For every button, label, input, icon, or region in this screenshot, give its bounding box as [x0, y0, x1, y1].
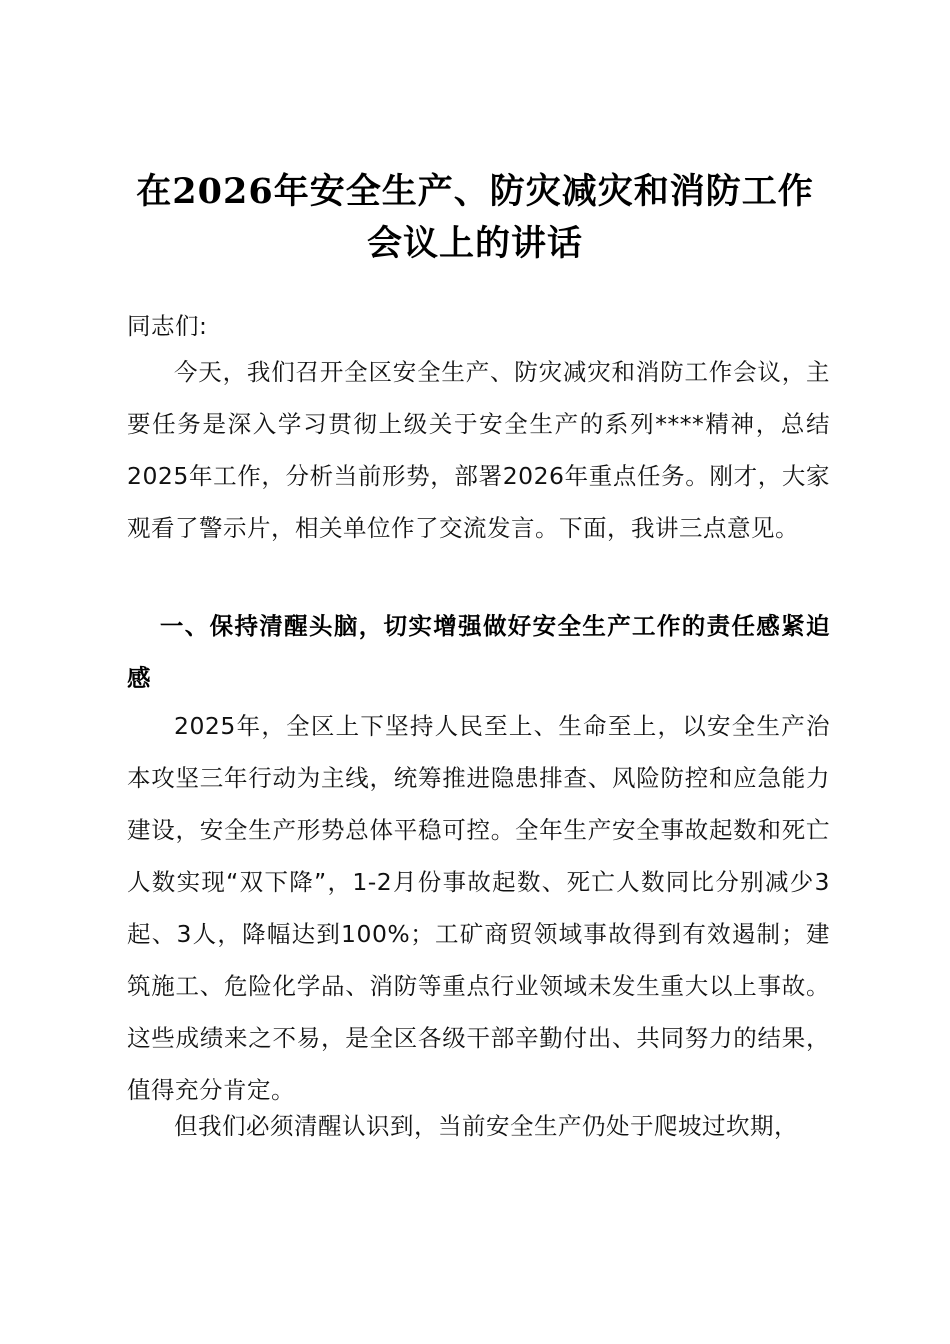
salutation: 同志们: — [127, 312, 208, 340]
intro-paragraph: 今天，我们召开全区安全生产、防灾减灾和消防工作会议，主要任务是深入学习贯彻上级关于安全生产的系列****精神，总结2025年工作，分析当前形势，部署2026年重点任务。刚才，大家观看了警示片，相关单位作了交流发言。下面，我讲三点意见。 — [127, 358, 830, 542]
section-heading-1: 一、保持清醒头脑，切实增强做好安全生产工作的责任感紧迫感 — [127, 612, 830, 692]
page-title: 在2026年安全生产、防灾减灾和消防工作会议上的讲话 — [136, 171, 814, 264]
achievements-paragraph: 2025年，全区上下坚持人民至上、生命至上，以安全生产治本攻坚三年行动为主线，统筹推进隐患排查、风险防控和应急能力建设，安全生产形势总体平稳可控。全年生产安全事故起数和死亡人数实现“双下降”，1-2月份事故起数、死亡人数同比分别减少3起、3人，降幅达到100%；工矿商贸领域事故得到有效遏制；建筑施工、危险化学品、消防等重点行业领域未发生重大以上事故。这些成绩来之不易，是全区各级干部辛勤付出、共同努力的结果，值得充分肯定。 — [127, 712, 830, 1104]
situation-paragraph: 但我们必须清醒认识到，当前安全生产仍处于爬坡过坎期， — [174, 1112, 798, 1140]
